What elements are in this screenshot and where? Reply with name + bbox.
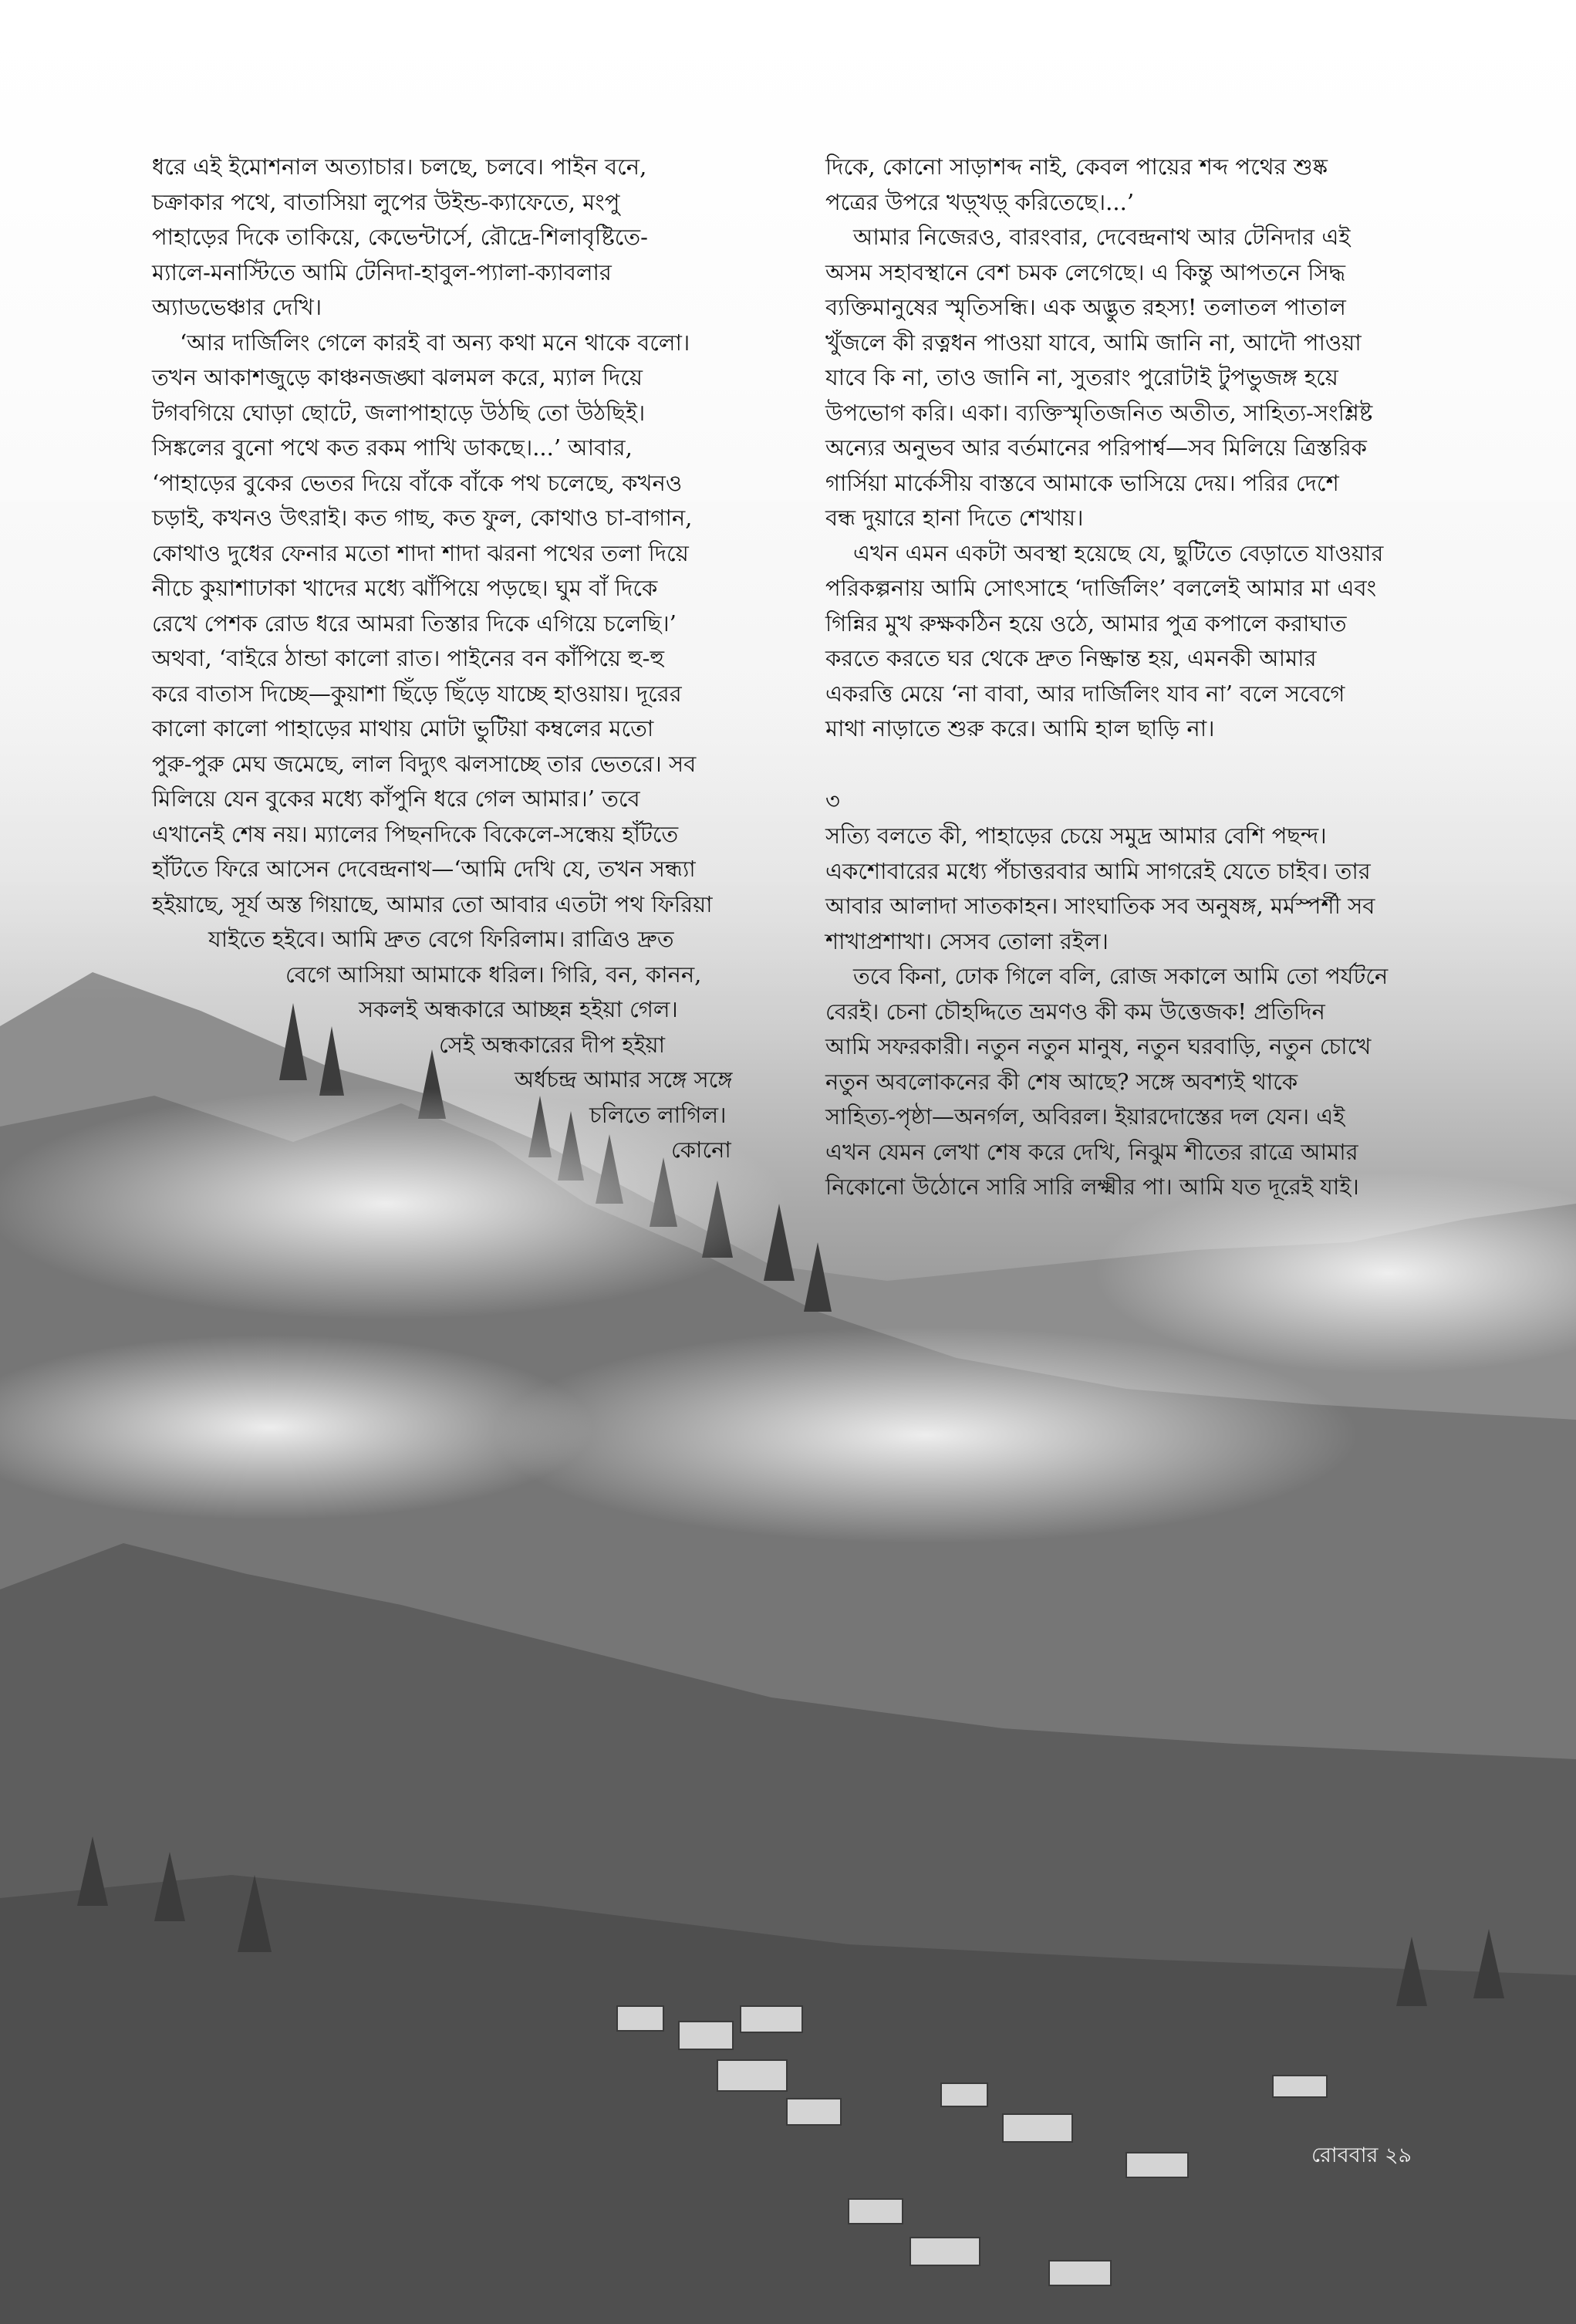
text-line: এখন এমন একটা অবস্থা হয়েছে যে, ছুটিতে বেড়াতে যাওয়ার — [853, 539, 1384, 566]
text-line: করতে করতে ঘর থেকে দ্রুত নিষ্ক্রান্ত হয়, এমনকী আমার — [825, 645, 1317, 671]
text-line: গার্সিয়া মার্কেসীয় বাস্তবে আমাকে ভাসিয়ে দেয়। পরির দেশে — [825, 469, 1339, 496]
text-line: বেরই। চেনা চৌহদ্দিতে ভ্রমণও কী কম উত্তেজক! প্রতিদিন — [825, 998, 1325, 1025]
text-line: গিন্নির মুখ রুক্ষকঠিন হয়ে ওঠে, আমার পুত্র কপালে করাঘাত — [825, 610, 1347, 637]
text-line: আবার আলাদা সাতকাহন। সাংঘাতিক সব অনুষঙ্গ, মর্মস্পর্শী সব — [825, 893, 1375, 919]
text-line: ‘আর দার্জিলিং গেলে কারই বা অন্য কথা মনে থাকে বলো। — [180, 329, 690, 356]
page-folio: রোববার ২৯ — [1311, 2143, 1412, 2167]
text-line: টগবগিয়ে ঘোড়া ছোটে, জলাপাহাড়ে উঠছি তো উঠছিই। — [152, 399, 646, 426]
text-line: খুঁজলে কী রত্নধন পাওয়া যাবে, আমি জানি না, আদৌ পাওয়া — [825, 329, 1362, 356]
text-line: কোনো — [671, 1137, 731, 1163]
text-line: হাঁটতে ফিরে আসেন দেবেন্দ্রনাথ—‘আমি দেখি যে, তখন সন্ধ্যা — [152, 856, 696, 882]
text-line: আমি সফরকারী। নতুন নতুন মানুষ, নতুন ঘরবাড়ি, নতুন চোখে — [825, 1033, 1372, 1059]
text-line: সাহিত্য-পৃষ্ঠা—অনর্গল, অবিরল। ইয়ারদোস্তের দল যেন। এই — [825, 1103, 1345, 1130]
text-line: অর্ধচন্দ্র আমার সঙ্গে সঙ্গে — [515, 1066, 733, 1093]
text-line: মাথা নাড়াতে শুরু করে। আমি হাল ছাড়ি না। — [825, 715, 1215, 741]
text-line: তখন আকাশজুড়ে কাঞ্চনজঙ্ঘা ঝলমল করে, ম্যাল দিয়ে — [152, 364, 643, 390]
text-line: চক্রাকার পথে, বাতাসিয়া লুপের উইন্ড-ক্যাফেতে, মংপু — [152, 188, 620, 215]
text-line: মিলিয়ে যেন বুকের মধ্যে কাঁপুনি ধরে গেল আমার।’ তবে — [152, 785, 640, 812]
text-line: নীচে কুয়াশাঢাকা খাদের মধ্যে ঝাঁপিয়ে পড়ছে। ঘুম বাঁ দিকে — [152, 575, 658, 601]
text-line: বন্ধ দুয়ারে হানা দিতে শেখায়। — [825, 505, 1084, 531]
text-line: সকলই অন্ধকারে আচ্ছন্ন হইয়া গেল। — [359, 996, 678, 1022]
text-line: যাবে কি না, তাও জানি না, সুতরাং পুরোটাই টুপভুজঙ্গ হয়ে — [825, 364, 1338, 390]
text-line: ধরে এই ইমোশনাল অত্যাচার। চলছে, চলবে। পাইন বনে, — [152, 154, 647, 180]
text-line: পরিকল্পনায় আমি সোৎসাহে ‘দার্জিলিং’ বললেই আমার মা এবং — [825, 575, 1377, 601]
text-line: সত্যি বলতে কী, পাহাড়ের চেয়ে সমুদ্র আমার বেশি পছন্দ। — [825, 823, 1327, 849]
text-line: বেগে আসিয়া আমাকে ধরিল। গিরি, বন, কানন, — [285, 961, 702, 988]
text-line: একশোবারের মধ্যে পঁচাত্তরবার আমি সাগরেই যেতে চাইব। তার — [825, 857, 1371, 884]
text-line: উপভোগ করি। একা। ব্যক্তিস্মৃতিজনিত অতীত, সাহিত্য-সংশ্লিষ্ট — [825, 399, 1373, 426]
text-line: পত্রের উপরে খড়্খড়্ করিতেছে।...’ — [825, 188, 1135, 215]
text-line: এখানেই শেষ নয়। ম্যালের পিছনদিকে বিকেলে-সন্ধেয় হাঁটতে — [152, 820, 679, 847]
text-line: পাহাড়ের দিকে তাকিয়ে, কেভেন্টার্সে, রৌদ্রে-শিলাবৃষ্টিতে- — [152, 224, 648, 250]
text-line: আমার নিজেরও, বারংবার, দেবেন্দ্রনাথ আর টেনিদার এই — [853, 224, 1351, 250]
text-line: অন্যের অনুভব আর বর্তমানের পরিপার্শ্ব—সব মিলিয়ে ত্রিস্তরিক — [825, 434, 1367, 461]
text-line: অ্যাডভেঞ্চার দেখি। — [152, 294, 322, 320]
text-line: হইয়াছে, সূর্য অস্ত গিয়াছে, আমার তো আবার এতটা পথ ফিরিয়া — [152, 890, 713, 917]
text-line: যাইতে হইবে। আমি দ্রুত বেগে ফিরিলাম। রাত্রিও দ্রুত — [208, 926, 674, 952]
text-line: ম্যালে-মনাস্টিতে আমি টেনিদা-হাবুল-প্যালা-ক্যাবলার — [152, 258, 612, 285]
text-line: রেখে পেশক রোড ধরে আমরা তিস্তার দিকে এগিয়ে চলেছি।’ — [152, 610, 677, 637]
text-line: দিকে, কোনো সাড়াশব্দ নাই, কেবল পায়ের শব্দ পথের শুষ্ক — [825, 154, 1328, 180]
text-line: শাখাপ্রশাখা। সেসব তোলা রইল। — [825, 927, 1109, 954]
text-line: নিকোনো উঠোনে সারি সারি লক্ষ্মীর পা। আমি যত দূরেই যাই। — [825, 1174, 1359, 1200]
text-line: ব্যক্তিমানুষের স্মৃতিসন্ধি। এক অদ্ভুত রহস্য! তলাতল পাতাল — [825, 294, 1346, 320]
text-line: নতুন অবলোকনের কী শেষ আছে? সঙ্গে অবশ্যই থাকে — [825, 1068, 1298, 1095]
text-line: কোথাও দুধের ফেনার মতো শাদা শাদা ঝরনা পথের তলা দিয়ে — [152, 539, 689, 566]
section-number: ৩ — [825, 787, 840, 814]
text-line: এখন যেমন লেখা শেষ করে দেখি, নিঝুম শীতের রাত্রে আমার — [825, 1138, 1358, 1165]
right-text-column — [825, 150, 1388, 1205]
left-text-column — [152, 150, 733, 1168]
text-line: পুরু-পুরু মেঘ জমেছে, লাল বিদ্যুৎ ঝলসাচ্ছে তার ভেতরে। সব — [152, 750, 697, 777]
text-line: অথবা, ‘বাইরে ঠান্ডা কালো রাত। পাইনের বন কাঁপিয়ে হু-হু — [152, 645, 664, 671]
text-line: সেই অন্ধকারের দীপ হইয়া — [439, 1031, 666, 1058]
text-line: সিঙ্কলের বুনো পথে কত রকম পাখি ডাকছে।...’ আবার, — [152, 434, 633, 461]
text-line: ‘পাহাড়ের বুকের ভেতর দিয়ে বাঁকে বাঁকে পথ চলেছে, কখনও — [152, 469, 683, 496]
section-spacer — [825, 747, 1388, 784]
text-line: চলিতে লাগিল। — [589, 1101, 727, 1128]
text-line: করে বাতাস দিচ্ছে—কুয়াশা ছিঁড়ে ছিঁড়ে যাচ্ছে হাওয়ায়। দূরের — [152, 680, 682, 707]
text-line: কালো কালো পাহাড়ের মাথায় মোটা ভুটিয়া কম্বলের মতো — [152, 715, 654, 741]
text-line: একরত্তি মেয়ে ‘না বাবা, আর দার্জিলিং যাব না’ বলে সবেগে — [825, 680, 1345, 707]
text-line: তবে কিনা, ঢোক গিলে বলি, রোজ সকালে আমি তো পর্যটনে — [853, 963, 1389, 989]
text-line: অসম সহাবস্থানে বেশ চমক লেগেছে। এ কিন্তু আপতনে সিদ্ধ — [825, 258, 1345, 285]
text-line: চড়াই, কখনও উৎরাই। কত গাছ, কত ফুল, কোথাও চা-বাগান, — [152, 505, 693, 531]
